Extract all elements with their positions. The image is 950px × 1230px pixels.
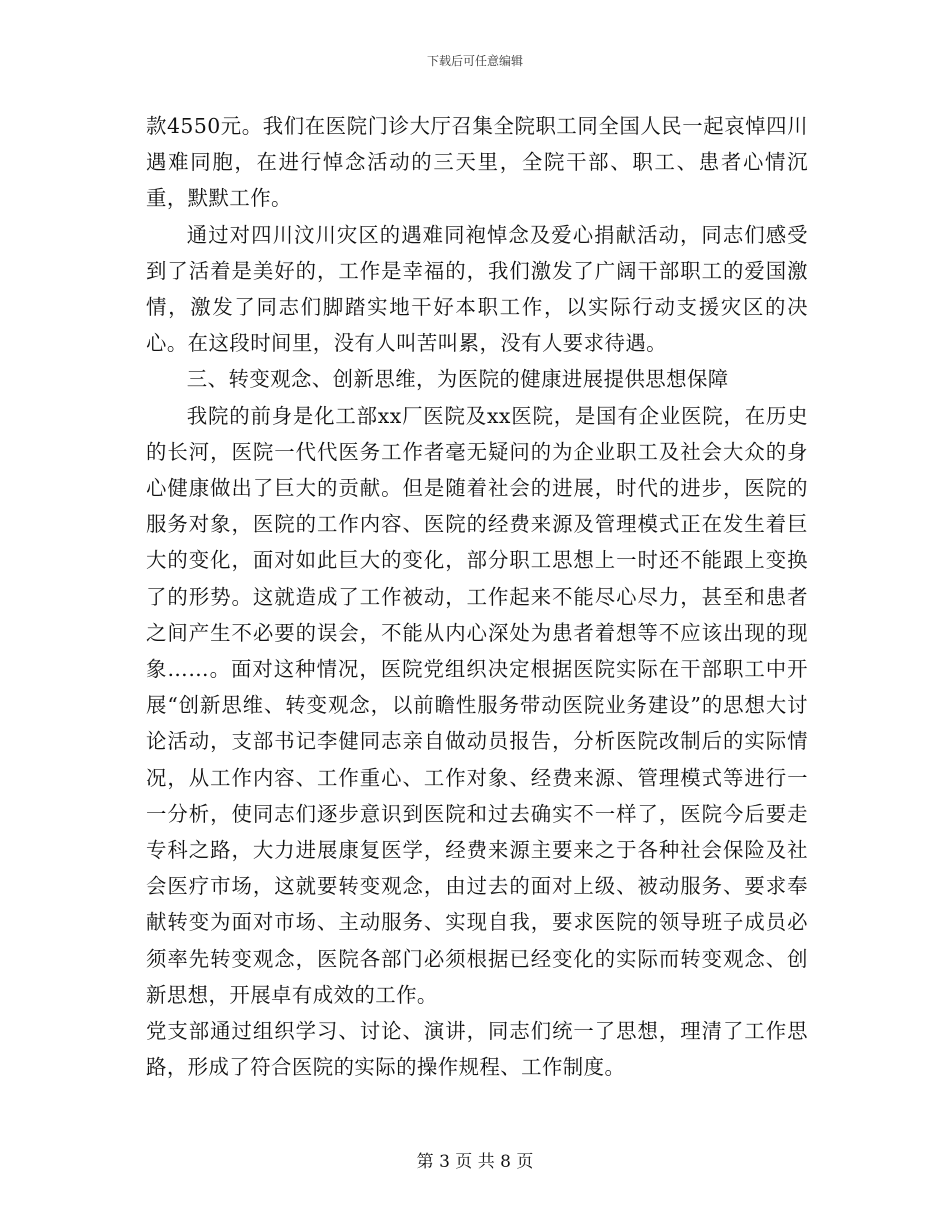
page-number-footer: 第 3 页 共 8 页 [416, 1152, 534, 1172]
document-body [146, 108, 808, 1085]
paragraph-4: 我院的前身是化工部xx厂医院及xx医院，是国有企业医院，在历史的长河，医院一代代医务工作者毫无疑问的为企业职工及社会大众的身心健康做出了巨大的贡献。但是随着社会的进展，时代的进步，医院的服务对象，医院的工作内容、医院的经费来源及管理模式正在发生着巨大的变化，面对如此巨大的变化，部分职工思想上一时还不能跟上变换了的形势。这就造成了工作被动，工作起来不能尽心尽力，甚至和患者之间产生不必要的误会，不能从内心深处为患者着想等不应该出现的现象……。面对这种情况，医院党组织决定根据医院实际在干部职工中开展“创新思维、转变观念，以前瞻性服务带动医院业务建设”的思想大讨论活动，支部书记李健同志亲自做动员报告，分析医院改制后的实际情况，从工作内容、工作重心、工作对象、经费来源、管理模式等进行一一分析，使同志们逐步意识到医院和过去确实不一样了，医院今后要走专科之路，大力进展康复医学，经费来源主要来之于各种社会保险及社会医疗市场，这就要转变观念，由过去的面对上级、被动服务、要求奉献转变为面对市场、主动服务、实现自我，要求医院的领导班子成员必须率先转变观念，医院各部门必须根据已经变化的实际而转变观念、创新思想，开展卓有成效的工作。 [146, 403, 808, 1007]
paragraph-1: 款4550元。我们在医院门诊大厅召集全院职工同全国人民一起哀悼四川遇难同胞，在进行悼念活动的三天里，全院干部、职工、患者心情沉重，默默工作。 [146, 114, 808, 211]
paragraph-5: 党支部通过组织学习、讨论、演讲，同志们统一了思想，理清了工作思路，形成了符合医院的实际的操作规程、工作制度。 [146, 1019, 808, 1080]
section-heading-3: 三、转变观念、创新思维，为医院的健康进展提供思想保障 [186, 367, 729, 392]
paragraph-2: 通过对四川汶川灾区的遇难同袍悼念及爱心捐献活动，同志们感受到了活着是美好的，工作是幸福的，我们激发了广阔干部职工的爱国激情，激发了同志们脚踏实地干好本职工作，以实际行动支援灾区的决心。在这段时间里，没有人叫苦叫累，没有人要求待遇。 [146, 222, 808, 356]
page-header: 下载后可任意编辑 [426, 54, 523, 68]
